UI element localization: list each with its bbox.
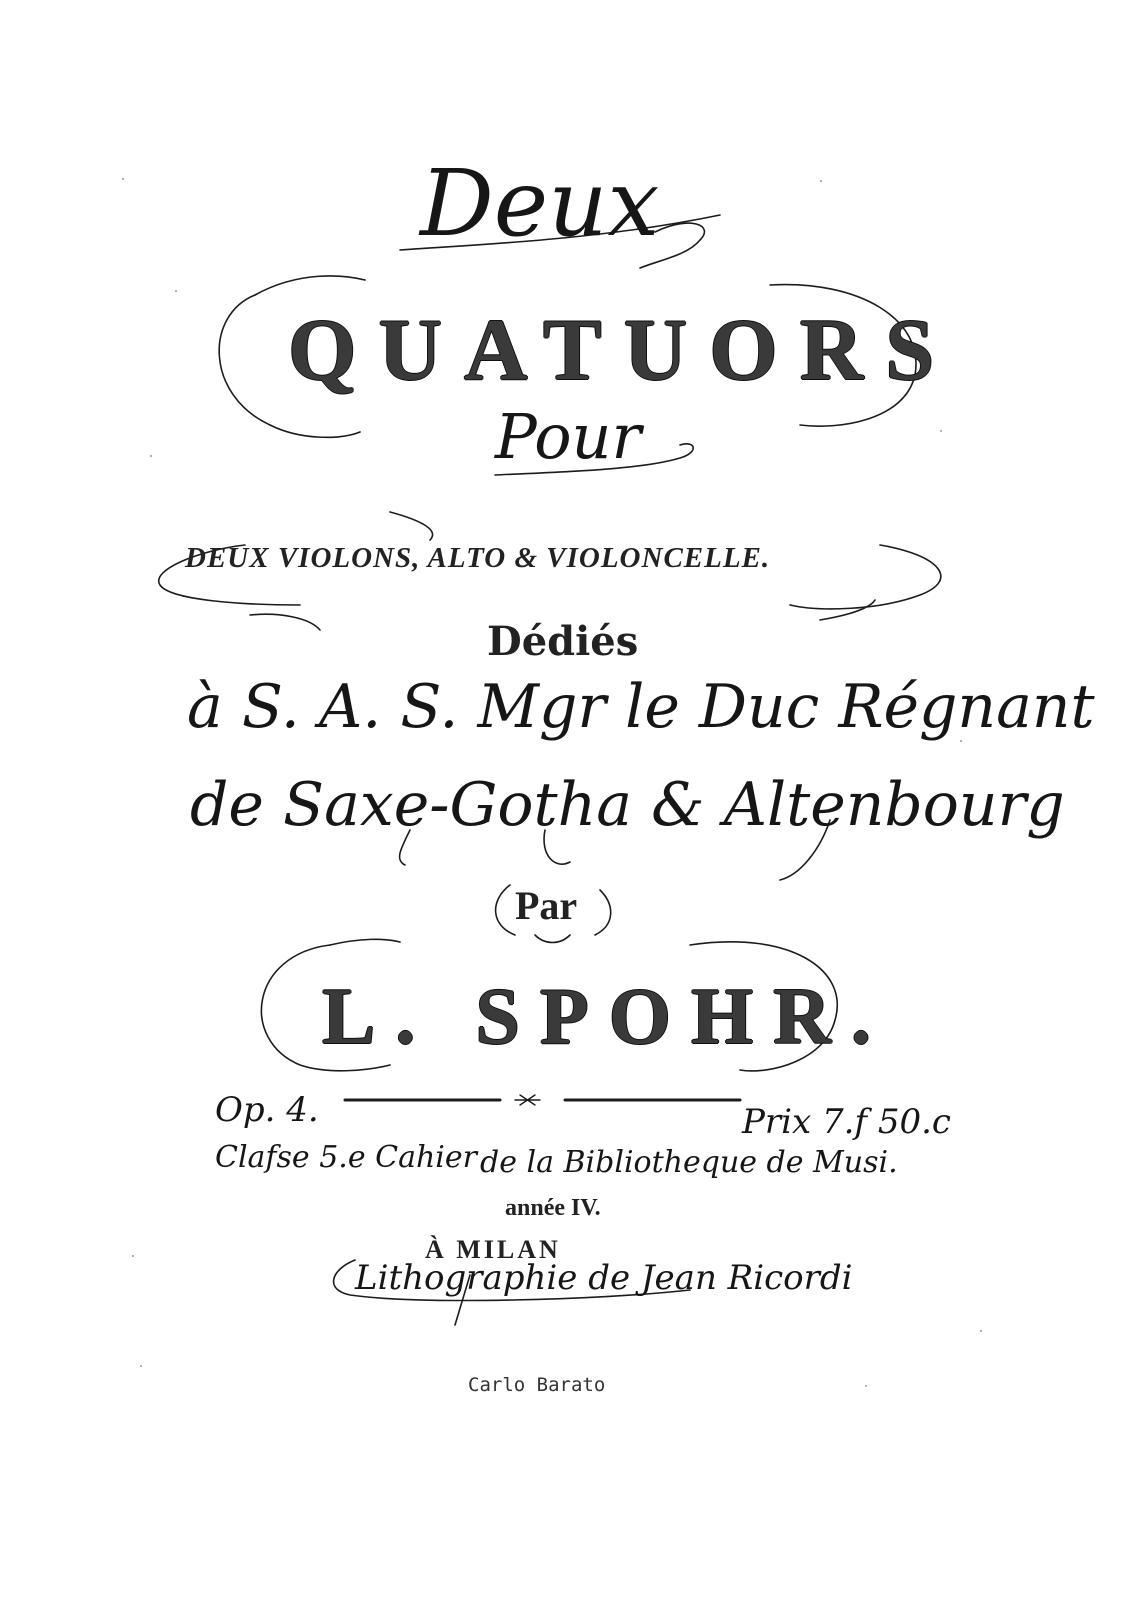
paper-speck [940,430,942,432]
paper-speck [820,180,822,182]
price: Prix 7.f 50.c [742,1102,951,1142]
publisher-name: Lithographie de Jean Ricordi [355,1258,853,1298]
paper-speck [865,1385,867,1387]
scan-credit: Carlo Barato [468,1374,606,1396]
year-annee: année IV. [505,1195,601,1221]
heading-quatuors: QUATUORS [288,302,957,399]
heading-deux: Deux [420,150,660,257]
paper-speck [140,1365,142,1367]
instrumentation-line: DEUX VIOLONS, ALTO & VIOLONCELLE. [185,542,771,574]
heading-par: Par [515,883,578,928]
heading-pour: Pour [495,400,642,473]
publisher-city: À MILAN [425,1235,561,1264]
composer-name: L. SPOHR. [322,973,891,1061]
series-class-cahier: Clafse 5.e Cahier [215,1140,477,1175]
series-library: de la Bibliotheque de Musi. [480,1145,898,1180]
paper-speck [122,178,124,180]
heading-dedies: Dédiés [487,618,639,665]
paper-speck [980,1330,982,1332]
paper-speck [132,1255,134,1257]
dedication-line-2: de Saxe-Gotha & Altenbourg [190,770,1065,840]
paper-speck [150,455,152,457]
opus-number: Op. 4. [215,1090,319,1130]
dedication-line-1: à S. A. S. Mgr le Duc Régnant [187,672,1095,742]
paper-speck [175,290,177,292]
